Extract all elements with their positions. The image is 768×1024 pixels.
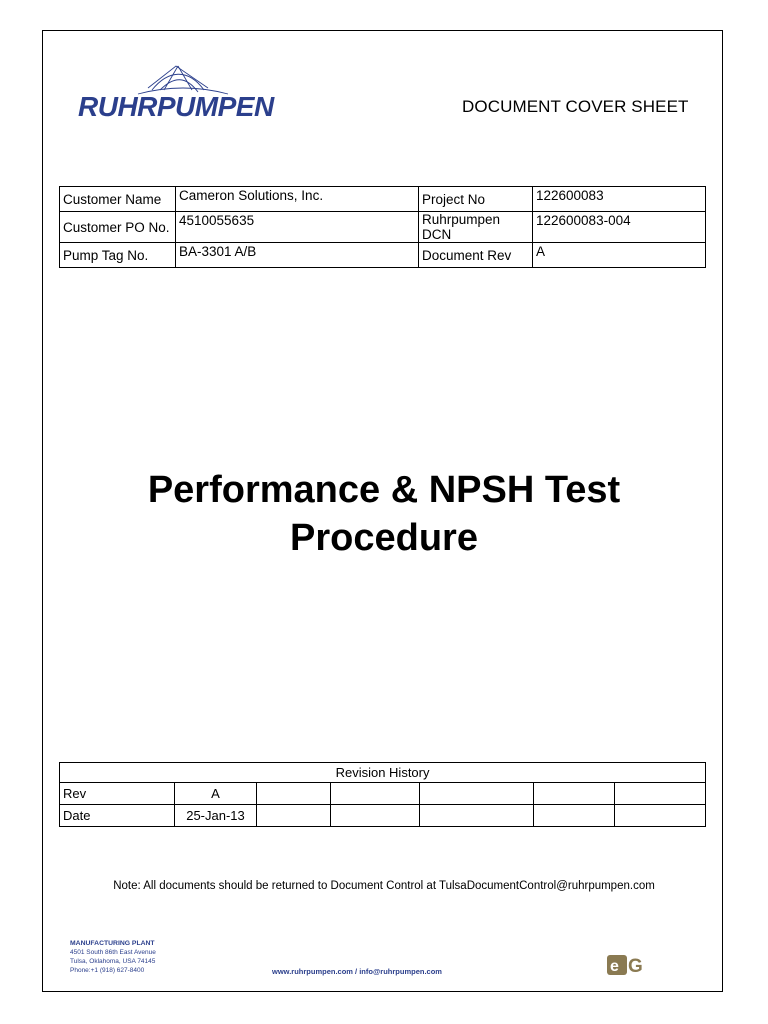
revision-history-header xyxy=(60,763,706,783)
return-note: Note: All documents should be returned to Document Control at TulsaDocumentControl@ruhrpumpen.com xyxy=(113,880,655,892)
table-row xyxy=(60,187,706,212)
eg-logo xyxy=(607,953,651,977)
website-contact: www.ruhrpumpen.com / info@ruhrpumpen.com xyxy=(272,967,442,976)
svg-text:e: e xyxy=(610,958,619,975)
date-cell xyxy=(257,805,331,827)
document-rev-label: Document Rev xyxy=(419,243,533,268)
ruhrpumpen-logo xyxy=(78,64,298,130)
plant-address-line-1: 4501 South 86th East Avenue xyxy=(70,949,156,956)
document-rev-value: A xyxy=(533,243,706,268)
manufacturing-plant-address xyxy=(70,939,156,975)
svg-text:G: G xyxy=(628,956,643,977)
customer-name-value: Cameron Solutions, Inc. xyxy=(176,187,419,212)
plant-phone: Phone:+1 (918) 627-8400 xyxy=(70,967,145,974)
table-row xyxy=(60,243,706,268)
revision-history-title: Revision History xyxy=(60,763,706,783)
project-no-label: Project No xyxy=(419,187,533,212)
document-title-line-2: Procedure xyxy=(290,517,478,559)
document-info-table xyxy=(59,186,706,268)
rev-cell xyxy=(257,783,331,805)
dcn-value: 122600083-004 xyxy=(533,212,706,243)
rev-cell xyxy=(331,783,420,805)
rev-cell xyxy=(615,783,706,805)
logo-wordmark: RUHRPUMPEN xyxy=(78,91,274,122)
rev-label: Rev xyxy=(60,783,175,805)
rev-cell: A xyxy=(175,783,257,805)
plant-address-line-2: Tulsa, Oklahoma, USA 74145 xyxy=(70,958,156,965)
date-cell xyxy=(534,805,615,827)
table-row xyxy=(60,805,706,827)
plant-title: MANUFACTURING PLANT xyxy=(70,940,155,947)
table-row xyxy=(60,783,706,805)
rev-cell xyxy=(534,783,615,805)
customer-name-label: Customer Name xyxy=(60,187,176,212)
document-title xyxy=(0,466,768,562)
date-label: Date xyxy=(60,805,175,827)
customer-po-value: 4510055635 xyxy=(176,212,419,243)
date-cell: 25-Jan-13 xyxy=(175,805,257,827)
table-row xyxy=(60,212,706,243)
project-no-value: 122600083 xyxy=(533,187,706,212)
date-cell xyxy=(615,805,706,827)
cover-sheet-title: DOCUMENT COVER SHEET xyxy=(462,97,689,116)
rev-cell xyxy=(420,783,534,805)
date-cell xyxy=(420,805,534,827)
document-title-line-1: Performance & NPSH Test xyxy=(147,469,621,511)
date-cell xyxy=(331,805,420,827)
customer-po-label: Customer PO No. xyxy=(60,212,176,243)
pump-tag-value: BA-3301 A/B xyxy=(176,243,419,268)
dcn-label: Ruhrpumpen DCN xyxy=(419,212,533,243)
revision-history-table xyxy=(59,762,706,827)
pump-tag-label: Pump Tag No. xyxy=(60,243,176,268)
